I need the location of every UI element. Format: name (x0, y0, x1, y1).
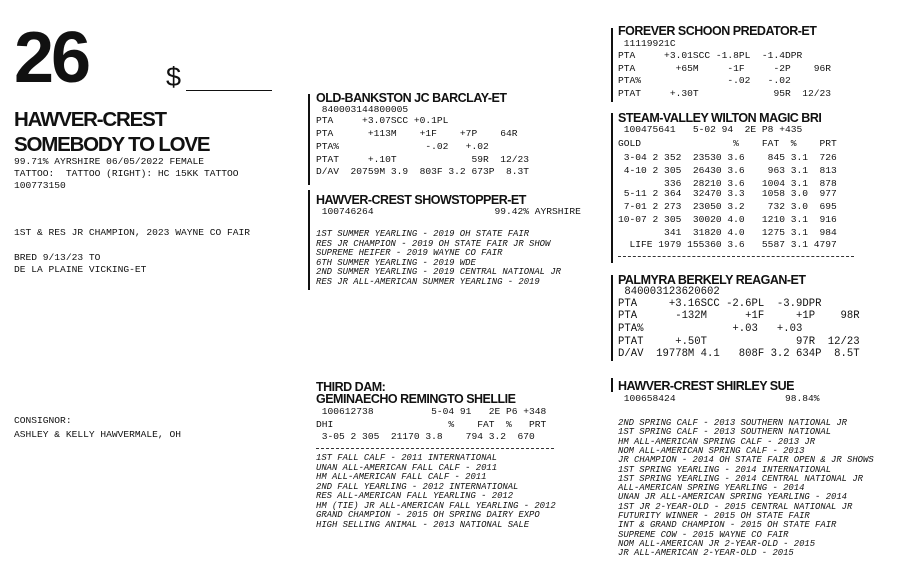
animal-tattoo: TATTOO: TATTOO (RIGHT): HC 15KK TATTOO (14, 168, 239, 179)
lot-number: 26 (14, 18, 89, 98)
dam-dam-reg-line: 100658424 98.84% (618, 393, 820, 404)
dam-dam-award-8: UNAN JR ALL-AMERICAN SPRING YEARLING - 2014 (618, 492, 848, 503)
third-dam-label: THIRD DAM: (316, 380, 386, 394)
dam-dam-award-14: JR ALL-AMERICAN 2-YEAR-OLD - 2015 (618, 548, 794, 559)
dam-dam-award-0: 2ND SPRING CALF - 2013 SOUTHERN NATIONAL JR (618, 418, 848, 428)
consignor-name: ASHLEY & KELLY HAWVERMALE, OH (14, 429, 181, 440)
dam-dam-award-7: ALL-AMERICAN SPRING YEARLING - 2014 (618, 483, 805, 494)
sire-line-4: PTAT +.10T 59R 12/23 (316, 154, 530, 165)
dam-name: HAWVER-CREST SHOWSTOPPER-ET (316, 193, 526, 207)
sire-dam-line-1: GOLD % FAT % PRT (618, 138, 837, 149)
third-dam-award-4: RES ALL-AMERICAN FALL YEARLING - 2012 (316, 491, 514, 501)
dam-sire-bracket (611, 275, 613, 361)
bred-line2: DE LA PLAINE VICKING-ET (14, 264, 147, 275)
dam-award-2: SUPREME HEIFER - 2019 WAYNE CO FAIR (316, 248, 503, 258)
third-dam-divider (316, 448, 554, 449)
third-dam-line-1: DHI % FAT % PRT (316, 419, 547, 430)
sire-sire-bracket (611, 28, 613, 102)
dam-award-0: 1ST SUMMER YEARLING - 2019 OH STATE FAIR (316, 229, 530, 239)
dam-dam-award-10: FUTURITY WINNER - 2015 OH STATE FAIR (618, 511, 810, 521)
sire-line-1: PTA +3.07SCC +0.1PL (316, 115, 449, 126)
sire-line-2: PTA +113M +1F +7P 64R (316, 128, 518, 139)
sire-sire-line-2: PTA +65M -1F -2P 96R (618, 63, 832, 74)
animal-award: 1ST & RES JR CHAMPION, 2023 WAYNE CO FAIR (14, 227, 251, 238)
third-dam-award-6: GRAND CHAMPION - 2015 OH SPRING DAIRY EXPO (316, 510, 540, 520)
bred-line1: BRED 9/13/23 TO (14, 252, 101, 263)
sire-dam-line-8: 341 31820 4.0 1275 3.1 984 (618, 227, 837, 238)
dam-sire-line-2: PTA -132M +1F +1P 98R (618, 310, 860, 322)
price-prefix: $ (166, 62, 182, 92)
third-dam-award-5: HM (TIE) JR ALL-AMERICAN FALL YEARLING - 2012 (316, 500, 556, 511)
sire-bracket (308, 94, 310, 185)
dam-dam-award-11: INT & GRAND CHAMPION - 2015 OH STATE FAIR (618, 520, 837, 531)
dam-sire-line-0: 840003123620602 (618, 286, 720, 298)
dam-dam-bracket (611, 378, 613, 392)
dam-sire-line-5: D/AV 19778M 4.1 808F 3.2 634P 8.5T (618, 348, 860, 360)
price-blank-line (186, 90, 272, 91)
sire-dam-divider (618, 256, 854, 257)
third-dam-award-1: UNAN ALL-AMERICAN FALL CALF - 2011 (316, 462, 498, 473)
dam-dam-award-1: 1ST SPRING CALF - 2013 SOUTHERN NATIONAL (618, 427, 832, 438)
dam-dam-award-13: NOM ALL-AMERICAN JR 2-YEAR-OLD - 2015 (618, 538, 816, 549)
sire-sire-line-1: PTA +3.01SCC -1.8PL -1.4DPR (618, 50, 803, 61)
sire-dam-line-4: 336 28210 3.6 1004 3.1 878 (618, 178, 837, 189)
animal-reg-id: 100773150 (14, 180, 66, 191)
sire-dam-bracket (611, 113, 613, 263)
third-dam-award-3: 2ND FALL YEARLING - 2012 INTERNATIONAL (316, 481, 519, 492)
third-dam-line-0: 100612738 5-04 91 2E P6 +348 (316, 406, 547, 417)
dam-dam-award-4: JR CHAMPION - 2014 OH STATE FAIR OPEN & JR SHOWS (618, 455, 874, 466)
sire-dam-line-5: 5-11 2 364 32470 3.3 1058 3.0 977 (618, 188, 837, 199)
animal-name-line1: HAWVER-CREST (14, 108, 166, 131)
dam-dam-award-3: NOM ALL-AMERICAN SPRING CALF - 2013 (618, 445, 805, 456)
dam-dam-award-6: 1ST SPRING YEARLING - 2014 CENTRAL NATIONAL JR (618, 473, 863, 484)
dam-award-4: 2ND SUMMER YEARLING - 2019 CENTRAL NATIONAL JR (316, 267, 561, 277)
sire-sire-name: FOREVER SCHOON PREDATOR-ET (618, 24, 817, 38)
sire-dam-line-0: 100475641 5-02 94 2E P8 +435 (618, 124, 803, 135)
dam-sire-line-3: PTA% +.03 +.03 (618, 323, 803, 335)
consignor-label: CONSIGNOR: (14, 415, 72, 426)
animal-info-line1: 99.71% AYRSHIRE 06/05/2022 FEMALE (14, 156, 204, 167)
sire-dam-line-9: LIFE 1979 155360 3.6 5587 3.1 4797 (618, 239, 837, 250)
sire-line-0: 840003144800005 (316, 104, 409, 115)
sire-sire-line-4: PTAT +.30T 95R 12/23 (618, 88, 832, 99)
dam-sire-line-4: PTAT +.50T 97R 12/23 (618, 336, 860, 348)
dam-dam-award-5: 1ST SPRING YEARLING - 2014 INTERNATIONAL (618, 464, 832, 475)
sire-dam-line-7: 10-07 2 305 30020 4.0 1210 3.1 916 (618, 214, 837, 225)
dam-dam-award-9: 1ST JR 2-YEAR-OLD - 2015 CENTRAL NATIONAL JR (618, 501, 853, 512)
third-dam-name: GEMINAECHO REMINGTO SHELLIE (316, 392, 516, 406)
third-dam-award-7: HIGH SELLING ANIMAL - 2013 NATIONAL SALE (316, 519, 530, 530)
dam-dam-award-2: HM ALL-AMERICAN SPRING CALF - 2013 JR (618, 436, 816, 447)
sire-dam-name: STEAM-VALLEY WILTON MAGIC BRI (618, 111, 822, 125)
dam-bracket (308, 190, 310, 290)
sire-sire-line-3: PTA% -.02 -.02 (618, 75, 791, 86)
dam-award-3: 6TH SUMMER YEARLING - 2019 WDE (316, 257, 476, 268)
dam-sire-line-1: PTA +3.16SCC -2.6PL -3.9DPR (618, 298, 822, 310)
third-dam-award-0: 1ST FALL CALF - 2011 INTERNATIONAL (316, 453, 498, 463)
third-dam-line-2: 3-05 2 305 21170 3.8 794 3.2 670 (316, 431, 535, 442)
dam-dam-name: HAWVER-CREST SHIRLEY SUE (618, 379, 794, 393)
dam-sire-name: PALMYRA BERKELY REAGAN-ET (618, 273, 806, 287)
sire-dam-line-2: 3-04 2 352 23530 3.6 845 3.1 726 (618, 152, 837, 163)
dam-dam-award-12: SUPREME COW - 2015 WAYNE CO FAIR (618, 529, 789, 540)
dam-reg-line: 100746264 99.42% AYRSHIRE (316, 206, 581, 217)
third-dam-award-2: HM ALL-AMERICAN FALL CALF - 2011 (316, 472, 487, 482)
sire-dam-line-6: 7-01 2 273 23050 3.2 732 3.0 695 (618, 201, 837, 212)
sire-dam-line-3: 4-10 2 305 26430 3.6 963 3.1 813 (618, 165, 837, 176)
dam-award-5: RES JR ALL-AMERICAN SUMMER YEARLING - 2019 (316, 276, 540, 287)
sire-line-5: D/AV 20759M 3.9 803F 3.2 673P 8.3T (316, 166, 530, 177)
sire-line-3: PTA% -.02 +.02 (316, 141, 489, 152)
animal-name-line2: SOMEBODY TO LOVE (14, 133, 210, 156)
sire-name: OLD-BANKSTON JC BARCLAY-ET (316, 91, 507, 105)
sire-sire-line-0: 11119921C (618, 38, 676, 49)
dam-award-1: RES JR CHAMPION - 2019 OH STATE FAIR JR SHOW (316, 238, 551, 249)
